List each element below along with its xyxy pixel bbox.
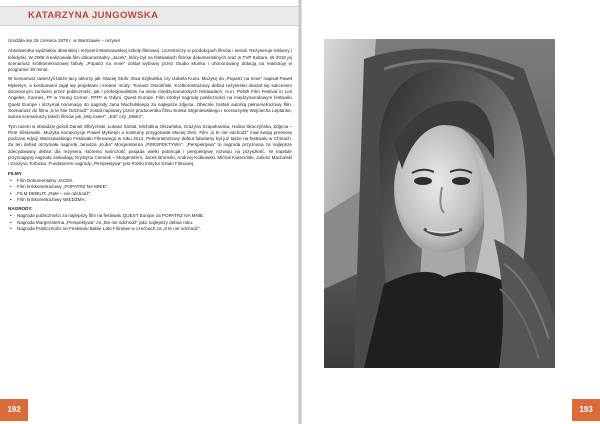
award-item: Nagroda Publiczności na Festiwalu Babie Lato Filmowe w czechach za „5 te nie odchodź”.	[17, 226, 201, 232]
page-number-left: 192	[0, 399, 28, 421]
bio-paragraph: Absolwentka wydziałów aktorskiej i reżyserii Warszawskiej szkoły filmowej. Uczestniczy w produkcjach filmów i seriali. Reżyseruje reklamy i teledyski. W 2008 zrealizowała film dokumentalny „Jacek”, który był na festiwalach filmów dokumentalnych oraz w TVP Kultura. W 2010 jej scenariusz krótkometrażowej fabuły „Popatrz na mnie” został wybrany przez Studio Munka i uhonorowany dotacją na realizację w programie 30 minut.	[8, 48, 292, 73]
page-number-right: 193	[572, 399, 600, 421]
biography-text	[8, 38, 292, 232]
bio-paragraph: W scenariusz uwierzyli także tacy aktorzy jak: Maciej Stuhr, Ewa Szykulska czy Izabela Kuna. Muzykę do „Popatrz na mnie” napisał Paweł Mykietyn, a kostiumami zajął się projektant i kreator mody: Tomasz Ossoliński. Krótkometrażowy debiut reżyserski okazał się sukcesem docenionym zarówno przez publiczność, jak i profesjonalistów na wielu międzynarodowych festiwalach, m.in. Polish Film Festival in Los Angeles, Cannes, FF w Young Corner, FPFF w Gdyni, Quest Europe. Film zdobył nagrodę publiczności na międzynarodowym festiwalu Quest Europe i otrzymał nominację do nagrody Jana Machulskiego za najlepsze zdjęcia. Obecnie zostań autorką pełnometrażowy film. Scenariusz do filmu „5 te Nie Odchodź” został napisany przez producentka filmu Eneka Stępniewskiego i scenarzystę Wojciecha Leplanke, autora scenariuszy takich filmów jak „Mój rower”, „Edi” czy „Mistrz”.	[8, 76, 292, 120]
film-item: Film krótkometrażowy „POPATRZ NA MNIE”.	[17, 184, 109, 190]
left-page	[0, 0, 299, 424]
award-item: Nagroda publiczności za najlepszy film na festiwalu QUEST Europe za POPATRZ NA MNIE.	[17, 213, 205, 219]
film-item: Film krótkometrażowy WIEDŹMA.	[17, 196, 86, 202]
title-bar	[0, 6, 298, 26]
award-item: Nagroda Morgensterna „Perspektywa” za „5te nie odchodź” jako najlepszy debiut roku.	[17, 219, 194, 225]
bullet-icon: •	[10, 226, 12, 232]
page-title: KATARZYNA JUNGOWSKA	[28, 10, 159, 21]
list-item	[8, 226, 292, 232]
films-list	[8, 178, 292, 203]
awards-list	[8, 213, 292, 232]
bio-paragraph: Tym razem w obsadzie gościł Daniel Olbrychski, Łukasz Simlat, Michalina Olszańska, Grażyna Szapołowska, Halina Skoczyńska, Zdjęcia – Piotr Śliskowski. Muzyka kompozycje Paweł Mykietyn a kostiumy przygotował Maciej Zień. Film „5 te nie odchodź” miał swoją premierę podczas edycji Warszawskiego Festiwalu Filmowego w roku 2014. Pełnometrażowy debiut fabularny był już także na festiwalu w Chinach. Za ten debiut otrzymała nagrodę Janusza „Kuba” Morgensterna „PERSPEKTYWA”. „Perspektywa” to nagroda przyznana za najlepsze zdecydowany debiut dla reżysera, któremu twórczość pasjada wielki potencjał i perspektywę rozwoju na przyszłość. W kapitule przyznającej nagrodę zasiadają: Krystyna Ciemiak – Morgenstern, Jacek Bromski, Andrzej Kotkowski, Michał Kwieciński, Juliusz Machulski i Grażyna Torbicka. Fundatorem nagrody „Perspektywa” jest Polski Instytut Sztuki Filmowej.	[8, 123, 292, 167]
film-item: FILM DEBIUT: „Ręte – nie odchodź”.	[17, 190, 92, 196]
bullet-icon: •	[10, 219, 12, 225]
film-item: Film Dokumentalny JACEK.	[17, 177, 74, 183]
portrait-photo	[324, 39, 555, 368]
bio-lead: Urodziła się 29 czerwca 1978 r. w Warszawie – reżyser	[8, 38, 121, 43]
list-item	[8, 197, 292, 203]
bullet-icon: •	[10, 196, 12, 202]
bullet-icon: •	[10, 184, 12, 190]
bullet-icon: •	[10, 213, 12, 219]
bullet-icon: •	[10, 177, 12, 183]
films-heading: FILMY	[8, 170, 22, 176]
awards-heading: NAGRODY:	[8, 206, 33, 212]
bullet-icon: •	[10, 190, 12, 196]
